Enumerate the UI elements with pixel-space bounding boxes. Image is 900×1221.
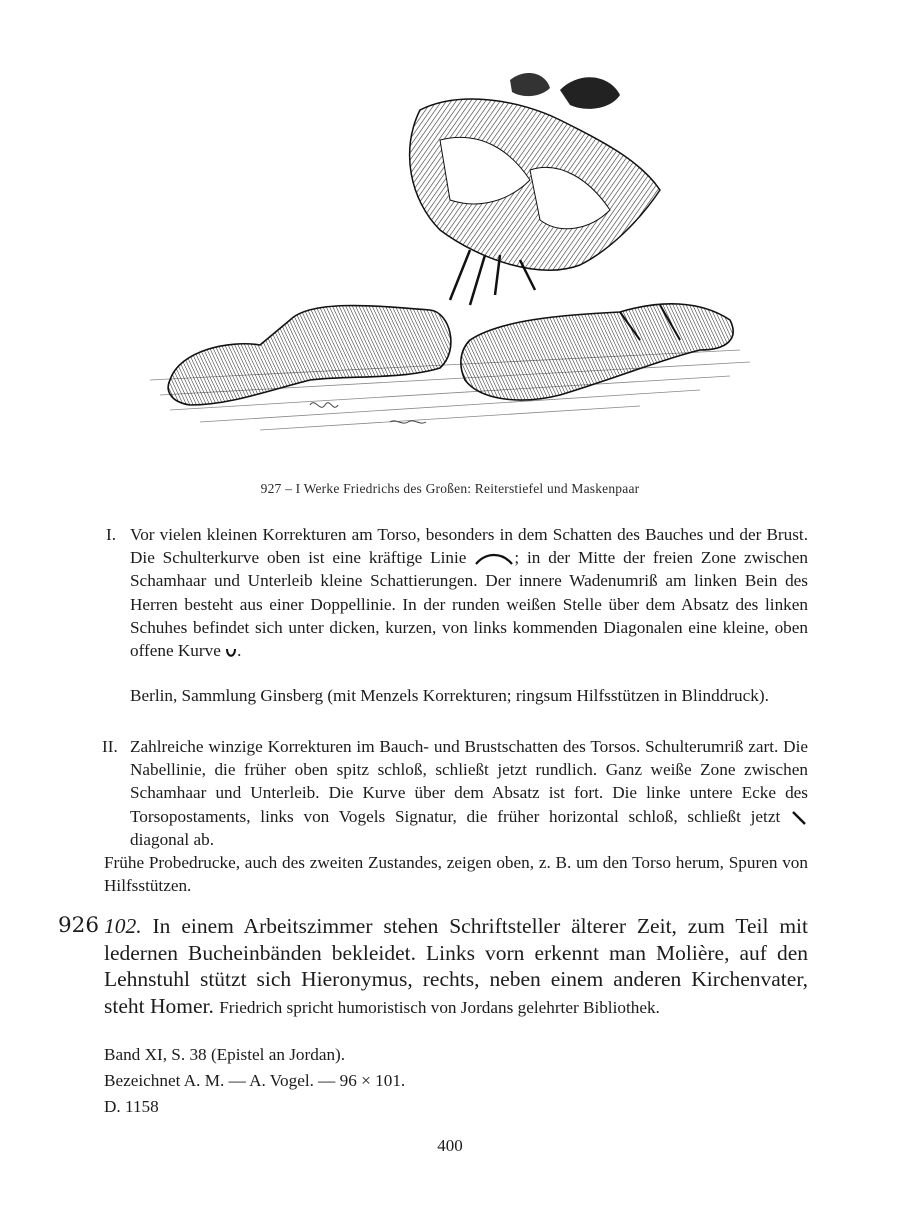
state-ii-numeral: II. [102, 737, 118, 756]
entry-commentary: Friedrich spricht humoristisch von Jordans gelehrter Bibliothek. [219, 997, 660, 1017]
entry-signature-dimensions: Bezeichnet A. M. — A. Vogel. — 96 × 101. [104, 1071, 406, 1090]
entry-number: 926 [58, 913, 100, 938]
state-i-description [106, 523, 809, 662]
entry-926 [104, 913, 808, 1021]
state-ii-text-b: diagonal ab. [130, 829, 214, 849]
proof-prints-note [104, 851, 808, 897]
open-curve-glyph [225, 646, 237, 658]
mask-pair-figures [410, 73, 660, 305]
state-ii-text-a: Zahlreiche winzige Korrekturen im Bauch- und Brustschatten des Torsos. Schulterumriß zart. Die Nabellinie, die früher oben spitz schloß, schließt jetzt rundlich. Ganz weiße Zone zwischen Schamhaar und Unterleib. Die Kurve über dem Absatz ist fort. Die linke untere Ecke des Torsopostaments, links von Vogels Signatur, die früher horizontal schloß, schließt jetzt [130, 737, 808, 826]
state-i-text-c: . [237, 641, 242, 661]
page-number: 400 [437, 1136, 463, 1155]
diagonal-stroke-glyph [790, 810, 808, 826]
state-ii-description [102, 735, 808, 851]
engraving-illustration [140, 50, 760, 460]
entry-band-reference: Band XI, S. 38 (Epistel an Jordan). [104, 1045, 346, 1064]
signature-mark [310, 403, 426, 423]
riding-boots [168, 304, 733, 405]
state-i-location-text: Berlin, Sammlung Ginsberg (mit Menzels Korrekturen; ringsum Hilfsstützen in Blinddruck). [130, 686, 769, 705]
state-i-numeral: I. [106, 525, 117, 544]
shoulder-curve-glyph [474, 552, 514, 566]
entry-description: In einem Arbeitszimmer stehen Schriftsteller älterer Zeit, zum Teil mit ledernen Bucheinbänden bekleidet. Links vorn erkennt man Molière, auf den Lehnstuhl stützt sich Hieronymus, rechts, neben einem anderen Kirchenvater, steht Homer. [104, 914, 809, 1018]
state-i-text-a: Vor vielen kleinen Korrekturen am Torso, besonders in dem Schatten des Bauches und der Brust. Die Schulterkurve oben ist eine kräftige Linie [130, 525, 808, 568]
state-i-text-b: ; in der Mitte der freien Zone zwischen Schamhaar und Unterleib kleine Schattierungen. Der innere Wadenumriß am linken Bein des Herren besteht aus einer Doppellinie. In der runden weißen Stelle über dem Absatz des linken Schuhes befindet sich unter dicken, kurzen, von links kommenden Diagonalen eine kleine, oben offene Kurve [130, 548, 809, 661]
entry-italic-ref: 102. [104, 914, 142, 938]
entry-catalogue-reference: D. 1158 [104, 1097, 159, 1116]
figure-caption: 927 – I Werke Friedrichs des Großen: Reiterstiefel und Maskenpaar [260, 481, 640, 496]
state-i-location [130, 684, 808, 707]
proof-prints-note-text: Frühe Probedrucke, auch des zweiten Zustandes, zeigen oben, z. B. um den Torso herum, Spuren von Hilfsstützen. [104, 853, 808, 896]
